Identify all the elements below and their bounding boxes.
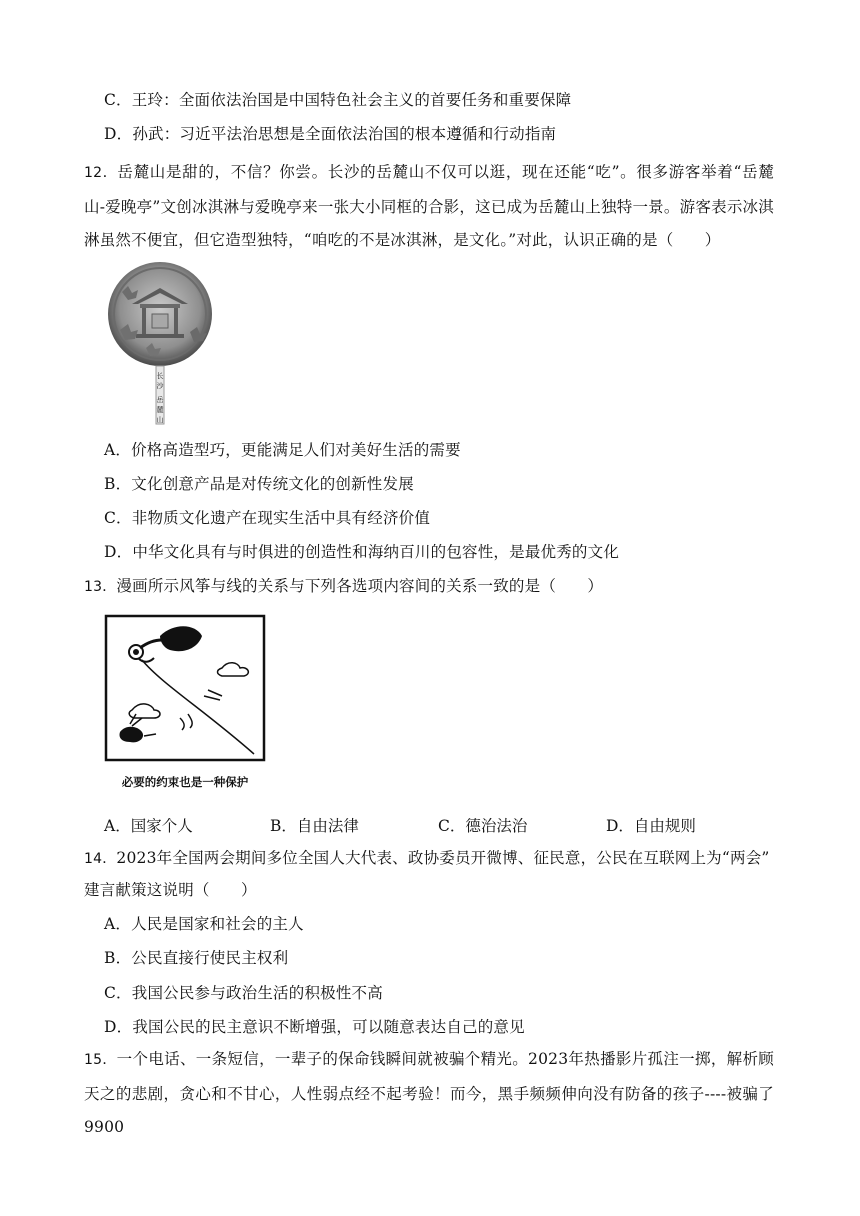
svg-text:山: 山	[156, 416, 164, 424]
q12-option-b: B．文化创意产品是对传统文化的创新性发展	[104, 475, 414, 493]
q13-stem	[84, 576, 603, 597]
q12-option-c: C．非物质文化遗产在现实生活中具有经济价值	[104, 509, 431, 527]
q13-number: 13．	[84, 579, 117, 595]
svg-text:麓: 麓	[156, 406, 164, 414]
q13-option-b: B．自由法律	[270, 817, 359, 835]
q13-option-d: D．自由规则	[606, 817, 696, 835]
q12-text: 岳麓山是甜的，不信？你尝。长沙的岳麓山不仅可以逛，现在还能“吃”。很多游客举着“岳麓山-爱晚亭”文创冰淇淋与爱晚亭来一张大小同框的合影，这已成为岳麓山上独特一景。游客表示冰淇淋虽然不便宜，但它造型独特，“咱吃的不是冰淇淋，是文化。”对此，认识正确的是（ ）	[84, 163, 774, 249]
q13-option-c: C．德治法治	[438, 817, 528, 835]
q12-number: 12．	[84, 165, 118, 181]
q15-text: 一个电话、一条短信，一辈子的保命钱瞬间就被骗个精光。2023年热播影片孤注一掷，解析顾天之的悲剧，贪心和不甘心，人性弱点经不起考验！而今，黑手频频伸向没有防备的孩子----被骗了9900	[84, 1050, 774, 1136]
svg-text:沙: 沙	[156, 382, 164, 390]
kite-cartoon-icon	[104, 614, 270, 799]
q14-number: 14．	[84, 851, 117, 867]
q14-option-c: C．我国公民参与政治生活的积极性不高	[104, 984, 383, 1002]
q15-stem	[84, 1043, 774, 1145]
q11-option-d: D．孙武：习近平法治思想是全面依法治国的根本遵循和行动指南	[104, 125, 557, 143]
svg-text:岳: 岳	[156, 396, 164, 404]
q13-option-a: A．国家个人	[104, 817, 193, 835]
q15-number: 15．	[84, 1052, 117, 1068]
q12-stem	[84, 156, 774, 258]
pavilion-seal-icon	[106, 262, 216, 427]
q14-stem-line2: 建言献策这说明（ ）	[84, 881, 257, 899]
comic-caption: 必要的约束也是一种保护	[121, 775, 249, 789]
q14-text-1: 2023年全国两会期间多位全国人大代表、政协委员开微博、征民意，公民在互联网上为“两会”	[116, 849, 770, 867]
q14-option-d: D．我国公民的民主意识不断增强，可以随意表达自己的意见	[104, 1018, 525, 1036]
q12-option-a: A．价格高造型巧，更能满足人们对美好生活的需要	[104, 441, 461, 459]
q14-stem-line1	[84, 848, 770, 869]
q11-option-c: C．王玲：全面依法治国是中国特色社会主义的首要任务和重要保障	[104, 91, 572, 109]
yuelu-icecream-image	[106, 262, 216, 427]
q13-text: 漫画所示风筝与线的关系与下列各选项内容间的关系一致的是（ ）	[116, 577, 604, 595]
kite-comic	[104, 614, 270, 799]
q14-option-b: B．公民直接行使民主权利	[104, 949, 289, 967]
svg-text:长: 长	[156, 372, 164, 380]
q12-option-d: D．中华文化具有与时俱进的创造性和海纳百川的包容性，是最优秀的文化	[104, 543, 620, 561]
q14-option-a: A．人民是国家和社会的主人	[104, 915, 304, 933]
